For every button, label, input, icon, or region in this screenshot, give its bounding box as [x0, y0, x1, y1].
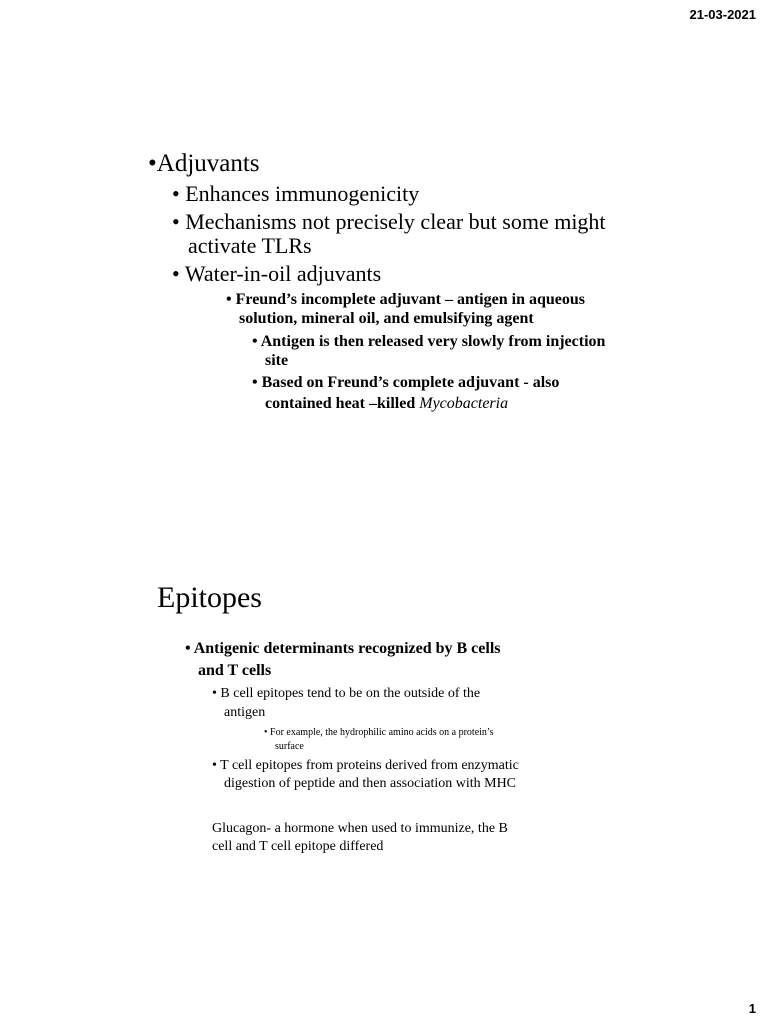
bullet-bcell-epitopes-continued: antigen	[224, 705, 266, 720]
bullet-text: B cell epitopes tend to be on the outside of the	[220, 686, 481, 701]
bullet-mechanisms	[172, 211, 606, 233]
bullet-based-on-freund-continued	[265, 396, 508, 412]
bullet-marker: •	[148, 150, 157, 177]
bullet-based-on-freund	[252, 375, 559, 391]
bullet-marker: •	[172, 209, 186, 234]
bullet-adjuvants	[148, 151, 260, 176]
bullet-antigen-released	[252, 334, 605, 350]
bullet-marker: •	[252, 333, 261, 350]
bullet-marker: •	[172, 261, 185, 286]
bullet-text: Mechanisms not precisely clear but some might	[185, 209, 606, 234]
bullet-water-in-oil	[172, 263, 381, 285]
bullet-antigenic-determinants	[185, 641, 501, 657]
bullet-text: Water-in-oil adjuvants	[184, 261, 382, 286]
glucagon-note-continued: cell and T cell epitope differed	[212, 839, 384, 854]
bullet-text: Adjuvants	[156, 150, 260, 177]
bullet-marker: •	[212, 758, 221, 773]
bullet-tcell-epitopes	[212, 759, 519, 773]
bullet-text: contained heat –killed	[265, 395, 420, 412]
bullet-freund-incomplete-continued: solution, mineral oil, and emulsifying agent	[239, 310, 534, 327]
bullet-antigenic-determinants-continued: and T cells	[198, 662, 272, 679]
bullet-marker: •	[226, 291, 236, 308]
bullet-marker: •	[252, 374, 262, 391]
bullet-marker: •	[172, 181, 186, 206]
bullet-freund-incomplete	[226, 292, 585, 308]
bullet-text: T cell epitopes from proteins derived from enzymatic	[220, 758, 519, 773]
bullet-marker: •	[212, 686, 221, 701]
bullet-enhances	[172, 183, 419, 205]
bullet-bcell-epitopes	[212, 687, 480, 701]
bullet-mechanisms-continued: activate TLRs	[188, 233, 312, 258]
page-number: 1	[748, 1001, 756, 1016]
bullet-text: Freund’s incomplete adjuvant – antigen in aqueous	[235, 291, 585, 308]
bullet-text: Antigenic determinants recognized by B cells	[193, 640, 501, 657]
slide-date: 21-03-2021	[689, 7, 756, 22]
bullet-text: For example, the hydrophilic amino acids on a protein’s	[270, 727, 494, 738]
bullet-marker: •	[185, 640, 194, 657]
bullet-marker: •	[264, 727, 271, 738]
bullet-text: Antigen is then released very slowly from injection	[260, 333, 606, 350]
slide-title: Epitopes	[157, 581, 262, 614]
bullet-text: Enhances immunogenicity	[185, 181, 420, 206]
mycobacteria-italic: Mycobacteria	[419, 395, 509, 412]
bullet-tcell-epitopes-continued: digestion of peptide and then association with MHC	[224, 776, 517, 791]
bullet-example-hydrophilic	[264, 728, 494, 738]
bullet-example-hydrophilic-continued: surface	[275, 741, 304, 752]
bullet-antigen-released-continued: site	[265, 352, 289, 369]
glucagon-note: Glucagon- a hormone when used to immunize, the B	[212, 821, 508, 836]
bullet-text: Based on Freund’s complete adjuvant - also	[261, 374, 560, 391]
